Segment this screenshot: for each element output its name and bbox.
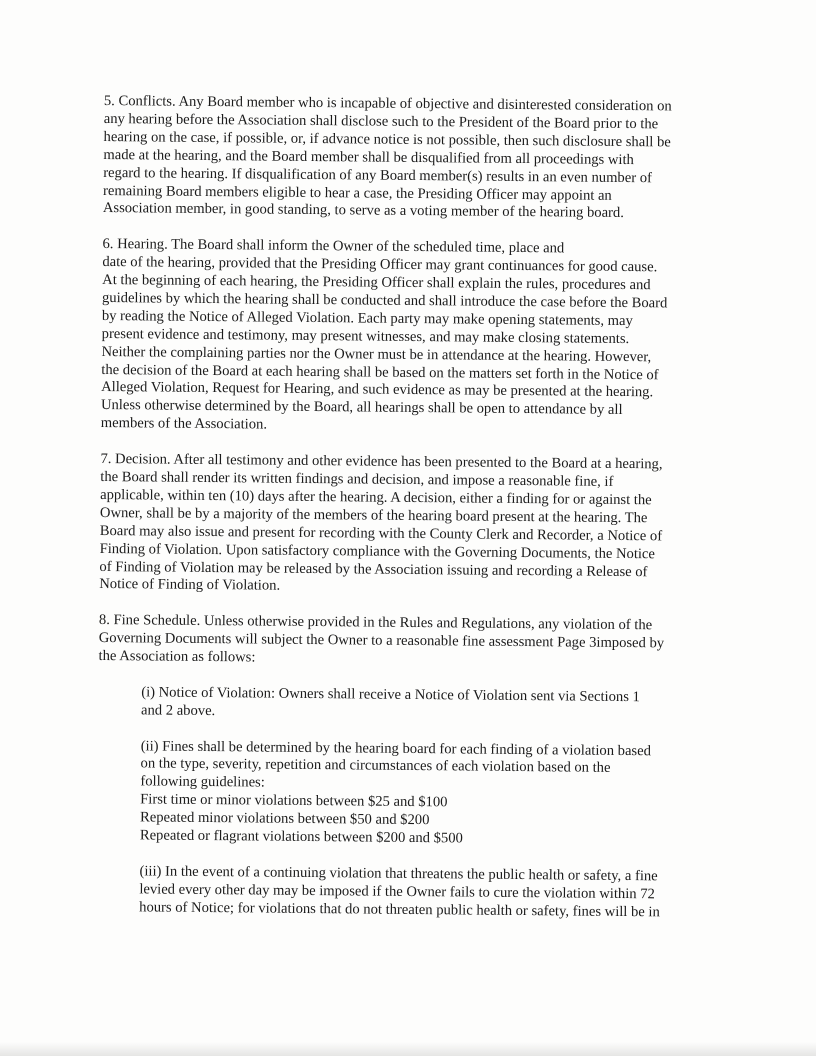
text-line: Alleged Violation, Request for Hearing, and such evidence as may be presented at the hearing.	[101, 379, 654, 401]
text-line: 8. Fine Schedule. Unless otherwise provided in the Rules and Regulations, any violation of the	[98, 612, 653, 634]
text-line: applicable, within ten (10) days after the hearing. A decision, either a finding for or against the	[100, 486, 652, 509]
text-line: (ii) Fines shall be determined by the hearing board for each finding of a violation based	[140, 737, 652, 759]
paragraph-conflicts	[103, 93, 716, 224]
text-line: the Board shall render its written findings and decision, and impose a reasonable fine, if	[100, 468, 614, 490]
text-line: members of the Association.	[100, 415, 268, 433]
text-line: Neither the complaining parties nor the Owner must be in attendance at the hearing. However,	[101, 343, 652, 365]
paragraph-decision	[99, 451, 712, 600]
text-line: any hearing before the Association shall disclose such to the President of the Board prior to the	[103, 110, 659, 133]
fine-guideline-first-time: First time or minor violations between $25 and $100	[140, 791, 448, 811]
text-line: (iii) In the event of a continuing violation that threatens the public health or safety, a fine	[139, 863, 658, 885]
list-item-continuing-violation	[139, 863, 708, 922]
text-line: Unless otherwise determined by the Board, all hearings shall be open to attendance by all	[100, 397, 623, 419]
text-line: hours of Notice; for violations that do not threaten public health or safety, fines will be in	[139, 899, 660, 921]
text-line: made at the hearing, and the Board member shall be disqualified from all proceedings with	[103, 146, 634, 168]
list-item-fine-guidelines	[140, 738, 710, 851]
fine-guideline-repeated-minor: Repeated minor violations between $50 and $200	[139, 809, 430, 829]
text-line: guidelines by which the hearing shall be conducted and shall introduce the case before the Board	[101, 289, 668, 312]
text-line: Finding of Violation. Upon satisfactory compliance with the Governing Documents, the Notice	[99, 540, 656, 562]
paragraph-hearing	[101, 236, 715, 439]
text-line: Notice of Finding of Violation.	[99, 576, 281, 595]
text-line: present evidence and testimony, may present witnesses, and may make closing statements.	[101, 325, 630, 347]
text-line: 7. Decision. After all testimony and other evidence has been presented to the Board at a hearing,	[100, 451, 663, 473]
text-line: and 2 above.	[141, 702, 216, 719]
list-item-notice-of-violation	[141, 684, 710, 725]
text-line: hearing on the case, if possible, or, if advance notice is not possible, then such disclosure shall be	[103, 128, 671, 151]
text-line: (i) Notice of Violation: Owners shall receive a Notice of Violation sent via Sections 1	[141, 684, 640, 706]
text-line: 6. Hearing. The Board shall inform the Owner of the scheduled time, place and	[102, 236, 565, 257]
document-body	[96, 93, 716, 940]
text-line: Association member, in good standing, to serve as a voting member of the hearing board.	[102, 200, 624, 222]
text-line: by reading the Notice of Alleged Violation. Each party may make opening statements, may	[101, 307, 633, 329]
text-line: date of the hearing, provided that the Presiding Officer may grant continuances for good cause.	[102, 254, 658, 276]
text-line: At the beginning of each hearing, the Presiding Officer shall explain the rules, procedures and	[102, 272, 651, 294]
paragraph-fine-schedule	[99, 612, 711, 672]
text-line: regard to the hearing. If disqualification of any Board member(s) results in an even number of	[103, 164, 653, 186]
text-line: the Association as follows:	[98, 648, 256, 666]
text-line: 5. Conflicts. Any Board member who is incapable of objective and disinterested consideration on	[103, 93, 672, 115]
text-line: remaining Board members eligible to hear a case, the Presiding Officer may appoint an	[102, 182, 612, 204]
text-line: Owner, shall be by a majority of the members of the hearing board present at the hearing. The	[99, 504, 648, 527]
text-line: levied every other day may be imposed if the Owner fails to cure the violation within 72	[139, 881, 655, 903]
fine-guideline-flagrant: Repeated or flagrant violations between $200 and $500	[139, 827, 463, 847]
scan-bottom-edge	[0, 1042, 816, 1056]
text-line: following guidelines:	[140, 773, 265, 791]
text-line: the decision of the Board at each hearing shall be based on the matters set forth in the Notice of	[101, 361, 659, 383]
text-line: of Finding of Violation may be released by the Association issuing and recording a Release of	[99, 558, 648, 580]
text-line: on the type, severity, repetition and circumstances of each violation based on the	[140, 755, 611, 777]
text-line: Board may also issue and present for recording with the County Clerk and Recorder, a Notice of	[99, 522, 663, 545]
text-line: Governing Documents will subject the Owner to a reasonable fine assessment Page 3imposed by	[98, 630, 665, 652]
